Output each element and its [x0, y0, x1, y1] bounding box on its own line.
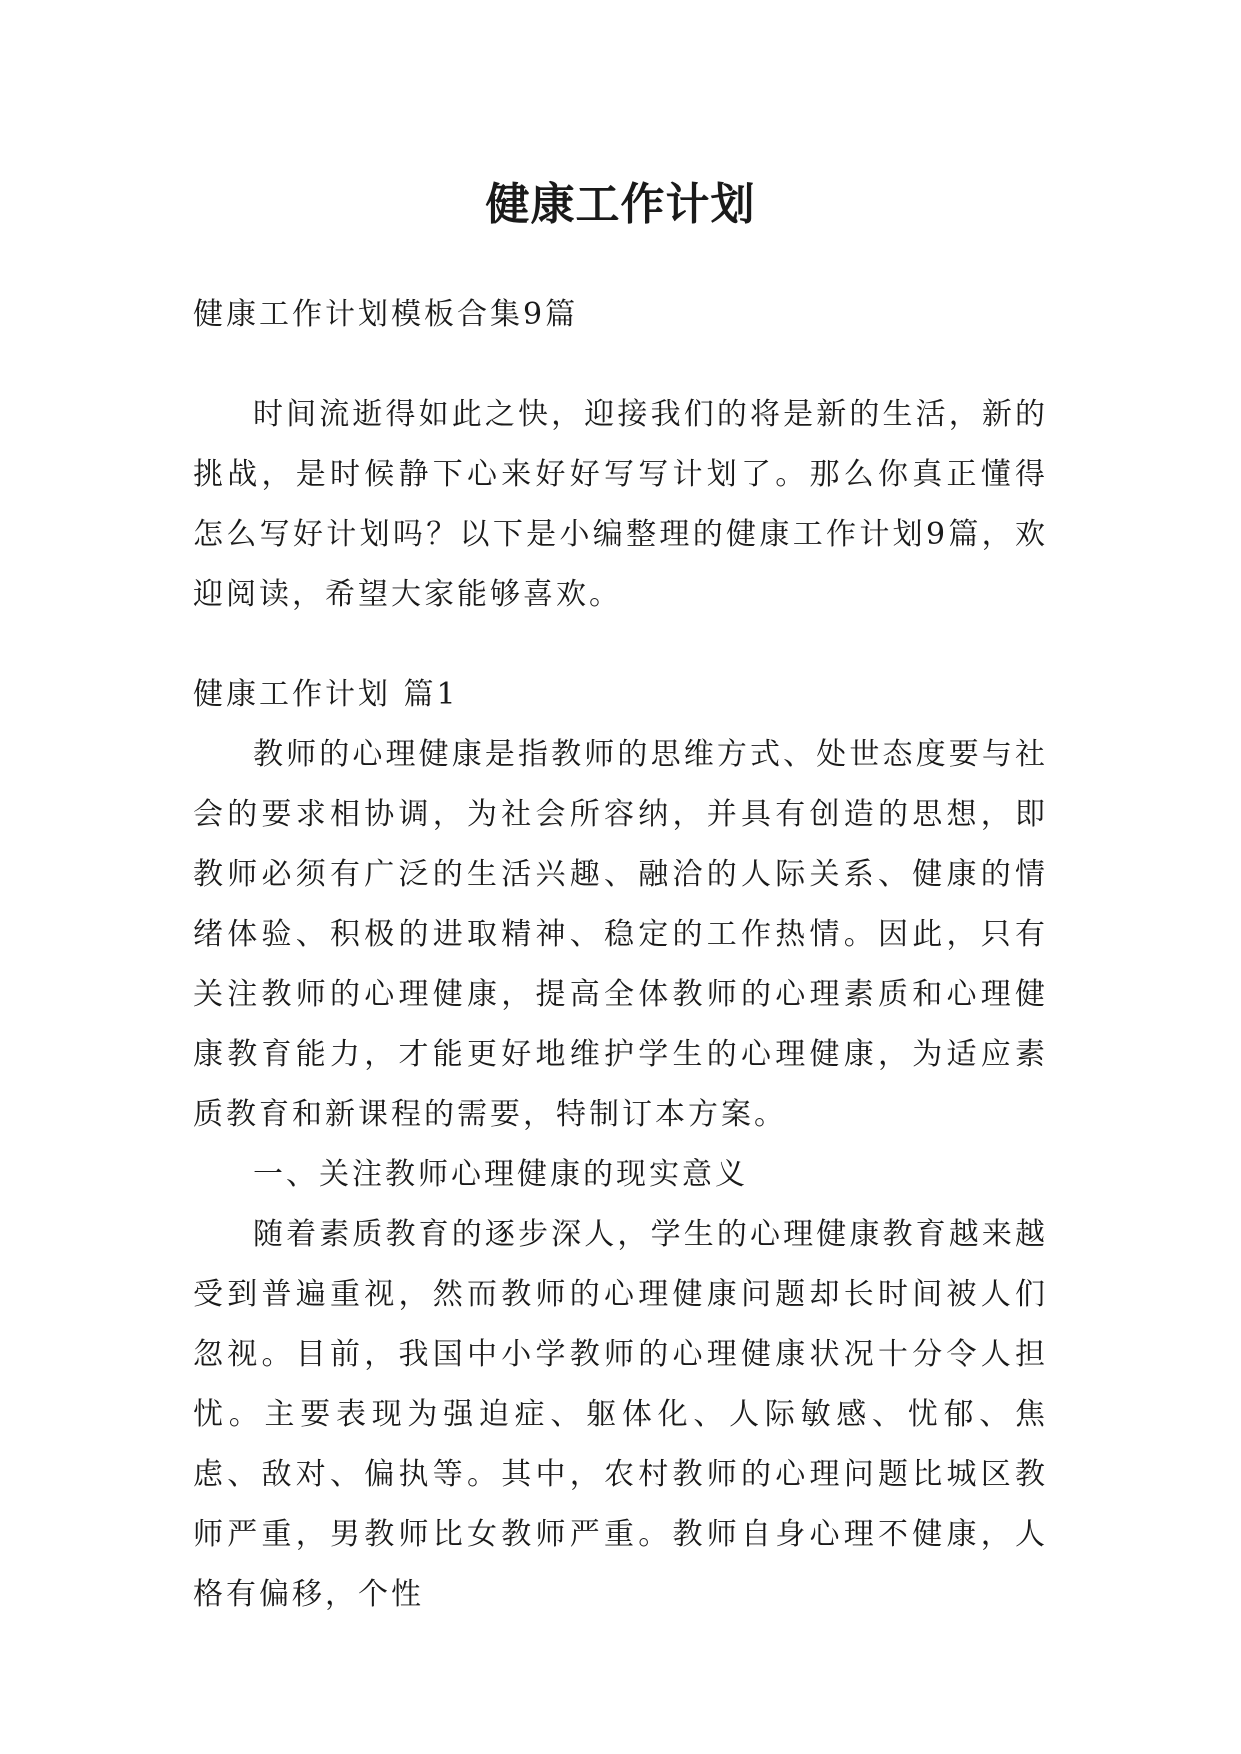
intro-paragraph: 时间流逝得如此之快，迎接我们的将是新的生活，新的挑战，是时候静下心来好好写写计划了。那么你真正懂得怎么写好计划吗？以下是小编整理的健康工作计划9篇，欢迎阅读，希望大家能够喜欢。 [193, 397, 1048, 612]
document-subtitle: 健康工作计划模板合集9篇 [193, 297, 579, 332]
document-title: 健康工作计划 [485, 179, 756, 231]
body-paragraph: 随着素质教育的逐步深人，学生的心理健康教育越来越受到普遍重视，然而教师的心理健康问题却长时间被人们忽视。目前，我国中小学教师的心理健康状况十分令人担忧。主要表现为强迫症、躯体化、人际敏感、忧郁、焦虑、敌对、偏执等。其中，农村教师的心理问题比城区教师严重，男教师比女教师严重。教师自身心理不健康，人格有偏移，个性 [193, 1217, 1048, 1612]
section-heading: 健康工作计划 篇1 [193, 677, 459, 712]
body-paragraph: 教师的心理健康是指教师的思维方式、处世态度要与社会的要求相协调，为社会所容纳，并具有创造的思想，即教师必须有广泛的生活兴趣、融洽的人际关系、健康的情绪体验、积极的进取精神、稳定的工作热情。因此，只有关注教师的心理健康，提高全体教师的心理素质和心理健康教育能力，才能更好地维护学生的心理健康，为适应素质教育和新课程的需要，特制订本方案。 [193, 737, 1048, 1132]
body-paragraph-heading: 一、关注教师心理健康的现实意义 [253, 1157, 748, 1192]
document-body [193, 285, 1048, 1625]
